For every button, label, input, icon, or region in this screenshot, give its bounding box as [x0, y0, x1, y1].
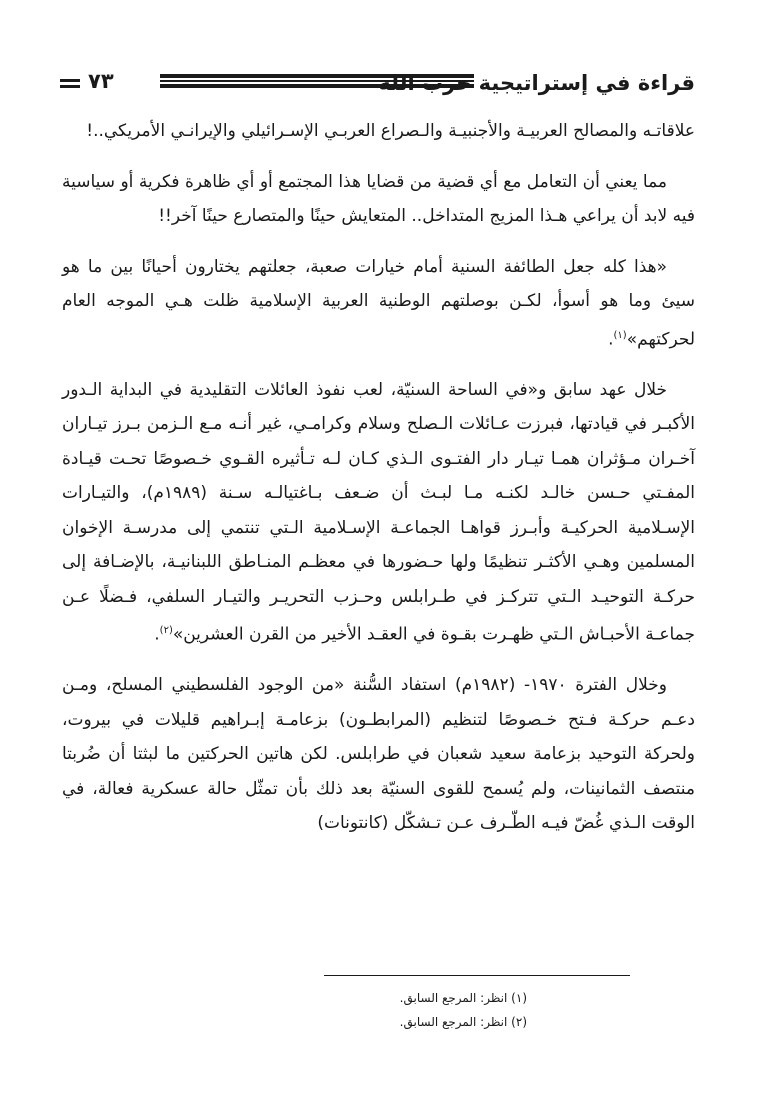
paragraph-text: وخلال الفترة ١٩٧٠- (١٩٨٢م) استفاد السُّنة «من الوجود الفلسطيني المسلح، ومـن دعـم حركـة فـتح خـصوصًا لتنظيم (المرابطـون) بزعامـة إبـراهيم قليلات في بيروت، ولحركة التوحيد بزعامة سعيد شعبان في طرابلس. لكن هاتين الحركتين ما لبثتا أن ضُربتا منتصف الثمانينات، ولم يُسمح للقوى السنيّة بعد ذلك بأن تمثّل حالة عسكرية فعالة، في الوقت الـذي غُضّ فيـه الطّـرف عـن تـشكّل (كانتونات): [62, 675, 695, 834]
paragraph-3-quote: «هذا كله جعل الطائفة السنية أمام خيارات صعبة، جعلتهم يختارون أحيانًا بين ما هو سيئ وما هو أسوأ، لكـن بوصلتهم الوطنية العربية الإسلامية ظلت هـي الموجه العام لحركتهم»$^{(١)}$.: [62, 256, 695, 350]
footnote-ref-1: (١): [613, 329, 627, 341]
paragraph-text: «هذا كله جعل الطائفة السنية أمام خيارات صعبة، جعلتهم يختارون أحيانًا بين ما هو سيئ وما هو أسوأ، لكـن بوصلتهم الوطنية العربية الإسلامية ظلت هـي الموجه العام لحركتهم»: [62, 256, 695, 350]
paragraph-2: [62, 165, 695, 234]
paragraph-text: مما يعني أن التعامل مع أي قضية من قضايا هذا المجتمع أو أي ظاهرة فكرية أو سياسية فيه لابد أن يراعي هـذا المزيج المتداخل.. المتعايش حينًا والمتصارع حينًا آخر!!: [62, 171, 695, 226]
running-header: [60, 66, 695, 100]
paragraph-1: [62, 114, 695, 149]
footnote-ref-2: (٢): [159, 625, 173, 637]
footnote-1: (١) انظر: المرجع السابق.: [399, 991, 527, 1005]
page-number-ornament: [60, 79, 80, 89]
paragraph-text: خلال عهد سابق و«في الساحة السنيّة، لعب نفوذ العائلات التقليدية في البداية الـدور الأكبـر في قيادتها، فبرزت عـائلات الـصلح وسلام وكرامـي، غير أنـه مـع الـزمن بـرز تيـاران آخـران مـؤثران همـا تيـار دار الفتـوى الـذي كـان لـه تـأثيره القـوي خـصوصًا تحـت قيـادة المفـتي حـسن خالـد لكنـه مـا لبـث أن ضـعف بـاغتيالـه سـنة (١٩٨٩م)، والتيـارات الإسـلامية الحركيـة وأبـرز قواهـا الجماعـة الإسـلامية الـتي تنتمي إلى مدرسـة الإخوان المسلمين وهـي الأكثـر تنظيمًا ولها حـضورها في معظـم المنـاطق اللبنانيـة، بالإضـافة إلى حركـة التوحيـد الـتي تتركـز في طـرابلس وحـزب التحريـر والتيـار السلفي، فـضلًا عـن جماعـة الأحبـاش الـتي ظهـرت بقـوة في العقـد الأخير من القرن العشرين»: [62, 379, 695, 645]
running-title: قراءة في إستراتيجية حزب الله: [378, 71, 695, 95]
paragraph-4: خلال عهد سابق و«في الساحة السنيّة، لعب نفوذ العائلات التقليدية في البداية الـدور الأكبـر في قيادتها، فبرزت عـائلات الـصلح وسلام وكرامـي، غير أنـه مـع الـزمن بـرز تيـاران آخـران مـؤثران همـا تيـار دار الفتـوى الـذي كـان لـه تـأثيره القـوي خـصوصًا تحـت قيـادة المفـتي حـسن خالـد لكنـه مـا لبـث أن ضـعف بـاغتيالـه سـنة (١٩٨٩م)، والتيـارات الإسـلامية الحركيـة وأبـرز قواهـا الجماعـة الإسـلامية الـتي تنتمي إلى مدرسـة الإخوان المسلمين وهـي الأكثـر تنظيمًا ولها حـضورها في معظـم المنـاطق اللبنانيـة، بالإضـافة إلى حركـة التوحيـد الـتي تتركـز في طـرابلس وحـزب التحريـر والتيـار السلفي، فـضلًا عـن جماعـة الأحبـاش الـتي ظهـرت بقـوة في العقـد الأخير من القرن العشرين»$^{(٢)}$.: [62, 379, 695, 645]
paragraph-5: [62, 668, 695, 841]
paragraph-text: علاقاتـه والمصالح العربيـة والأجنبيـة والـصراع العربـي الإسـرائيلي والإيرانـي الأمريكي..!: [86, 121, 695, 141]
footnote-separator: [324, 975, 630, 976]
footnote-2: (٢) انظر: المرجع السابق.: [399, 1015, 527, 1029]
page-number: ٧٣: [88, 69, 114, 93]
page-body: [62, 114, 695, 857]
footnotes: [400, 986, 527, 1034]
